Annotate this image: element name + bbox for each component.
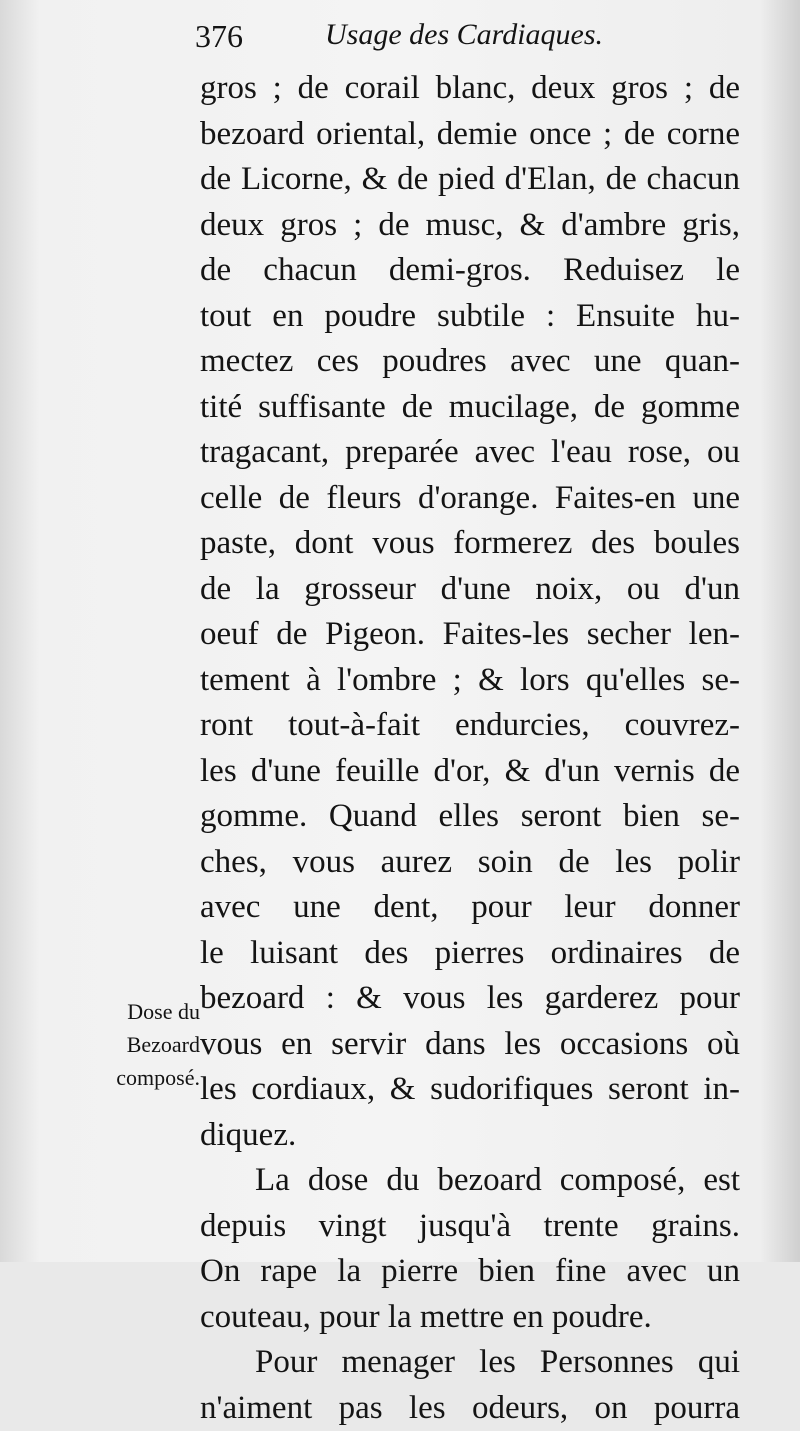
text-line: bezoard : & vous les garderez pour xyxy=(200,976,740,1022)
text-line: tout en poudre subtile : Ensuite hu- xyxy=(200,294,740,340)
text-line: tragacant, preparée avec l'eau rose, ou xyxy=(200,430,740,476)
text-line: paste, dont vous formerez des boules xyxy=(200,521,740,567)
text-line: gros ; de corail blanc, deux gros ; de xyxy=(200,66,740,112)
text-line: ront tout-à-fait endurcies, couvrez- xyxy=(200,703,740,749)
margin-note-line: composé. xyxy=(70,1061,200,1094)
text-line: On rape la pierre bien fine avec un xyxy=(200,1249,740,1295)
text-line: n'aiment pas les odeurs, on pourra xyxy=(200,1386,740,1431)
text-line: de chacun demi-gros. Reduisez le xyxy=(200,248,740,294)
text-line: bezoard oriental, demie once ; de corne xyxy=(200,112,740,158)
text-line: vous en servir dans les occasions où xyxy=(200,1022,740,1068)
text-line: tement à l'ombre ; & lors qu'elles se- xyxy=(200,658,740,704)
margin-note xyxy=(70,995,200,1094)
page-header xyxy=(195,18,760,58)
running-title: Usage des Cardiaques. xyxy=(325,18,603,52)
page-number: 376 xyxy=(195,18,243,55)
margin-note-line: Dose du xyxy=(70,995,200,1028)
text-line: les d'une feuille d'or, & d'un vernis de xyxy=(200,749,740,795)
text-line: celle de fleurs d'orange. Faites-en une xyxy=(200,476,740,522)
margin-note-line: Bezoard xyxy=(70,1028,200,1061)
text-line: mectez ces poudres avec une quan- xyxy=(200,339,740,385)
body-text xyxy=(200,66,740,1431)
text-line: La dose du bezoard composé, est xyxy=(200,1158,740,1204)
text-line: deux gros ; de musc, & d'ambre gris, xyxy=(200,203,740,249)
text-line: gomme. Quand elles seront bien se- xyxy=(200,794,740,840)
text-line: oeuf de Pigeon. Faites-les secher len- xyxy=(200,612,740,658)
text-line: le luisant des pierres ordinaires de xyxy=(200,931,740,977)
text-line: de la grosseur d'une noix, ou d'un xyxy=(200,567,740,613)
text-line: diquez. xyxy=(200,1113,740,1159)
text-line: Pour menager les Personnes qui xyxy=(200,1340,740,1386)
text-line: les cordiaux, & sudorifiques seront in- xyxy=(200,1067,740,1113)
text-line: ches, vous aurez soin de les polir xyxy=(200,840,740,886)
text-line: depuis vingt jusqu'à trente grains. xyxy=(200,1204,740,1250)
text-line: tité suffisante de mucilage, de gomme xyxy=(200,385,740,431)
text-line: de Licorne, & de pied d'Elan, de chacun xyxy=(200,157,740,203)
text-line: couteau, pour la mettre en poudre. xyxy=(200,1295,740,1341)
text-line: avec une dent, pour leur donner xyxy=(200,885,740,931)
